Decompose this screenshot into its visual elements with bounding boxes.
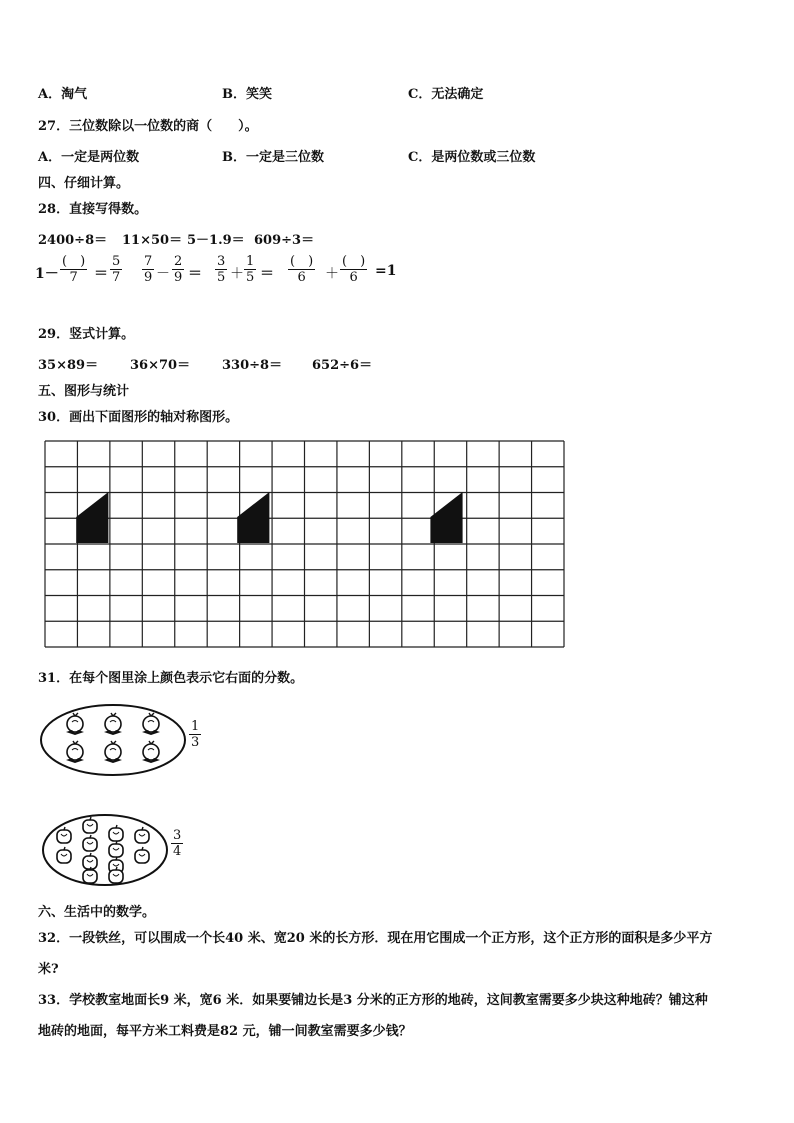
section-5-heading: 五、图形与统计 bbox=[38, 384, 130, 399]
q29-item-2: 36×70＝ bbox=[130, 358, 191, 373]
q28-stem: 28．直接写得数。 bbox=[38, 202, 148, 217]
shaded-shape-1 bbox=[76, 492, 108, 543]
expr3-den2: 5 bbox=[246, 270, 255, 285]
q28-item-2: 11×50＝ bbox=[122, 233, 183, 248]
peach-icon bbox=[142, 713, 160, 735]
q28-item-4: 609÷3＝ bbox=[254, 233, 315, 248]
expr3-equals: ＝ bbox=[260, 266, 274, 282]
q32-line-1: 32．一段铁丝，可以围成一个长40 米、宽20 米的长方形．现在用它围成一个正方形，这个正方形的面积是多少平方 bbox=[38, 931, 713, 946]
section-6-heading: 六、生活中的数学。 bbox=[38, 905, 156, 920]
q28-item-3: 5－1.9＝ bbox=[187, 233, 245, 248]
section-4-heading: 四、仔细计算。 bbox=[38, 176, 130, 191]
peach-icon bbox=[104, 713, 122, 735]
expr2-num1: 7 bbox=[144, 254, 153, 269]
shaded-shape-2 bbox=[237, 492, 269, 543]
expr1-equals: ＝ bbox=[94, 266, 108, 282]
q31-frac2-num: 3 bbox=[173, 828, 182, 843]
expr3-num1: 3 bbox=[217, 254, 226, 269]
apple-icon bbox=[83, 835, 97, 851]
expr3-fraction-1 bbox=[215, 254, 227, 285]
apple-icon bbox=[57, 827, 71, 843]
apple-icon bbox=[57, 847, 71, 863]
expr4-equals: =1 bbox=[375, 263, 397, 279]
apple-icon bbox=[135, 847, 149, 863]
peach-icon bbox=[142, 741, 160, 763]
expr3-operator: ＋ bbox=[230, 266, 244, 282]
shaded-shape-3 bbox=[430, 492, 462, 543]
expr1-result-den: 7 bbox=[112, 270, 121, 285]
q31-stem: 31．在每个图里涂上颜色表示它右面的分数。 bbox=[38, 671, 304, 686]
q31-fraction-1 bbox=[189, 719, 201, 750]
fruit-ellipse-1 bbox=[38, 702, 188, 778]
apple-icon bbox=[109, 841, 123, 857]
peach-icon bbox=[104, 741, 122, 763]
q28-item-1: 2400÷8＝ bbox=[38, 233, 108, 248]
expr1-lead: 1－ bbox=[35, 266, 59, 282]
expr2-equals: ＝ bbox=[188, 266, 202, 282]
expr4-num1: ( ) bbox=[290, 254, 314, 269]
q29-stem: 29．竖式计算。 bbox=[38, 327, 135, 342]
expr4-den1: 6 bbox=[297, 270, 306, 285]
q26-option-a: A．淘气 bbox=[38, 87, 88, 102]
q31-fraction-2 bbox=[171, 828, 183, 859]
apple-icon bbox=[83, 853, 97, 869]
q33-line-1: 33．学校教室地面长9 米，宽6 米．如果要铺边长是3 分米的正方形的地砖，这间教室需要多少块这种地砖？铺这种 bbox=[38, 993, 708, 1008]
symmetry-grid bbox=[44, 440, 566, 648]
expr2-fraction-1 bbox=[142, 254, 154, 285]
expr1-numerator: ( ) bbox=[62, 254, 86, 269]
q26-option-b: B．笑笑 bbox=[222, 87, 272, 102]
expr4-den2: 6 bbox=[349, 270, 358, 285]
q31-frac2-den: 4 bbox=[173, 844, 182, 859]
q32-line-2: 米? bbox=[38, 962, 59, 977]
q29-item-1: 35×89＝ bbox=[38, 358, 99, 373]
expr4-fraction-2 bbox=[340, 254, 367, 285]
expr3-den1: 5 bbox=[217, 270, 226, 285]
apple-icon bbox=[109, 825, 123, 841]
expr1-result bbox=[110, 254, 122, 285]
q27-option-a: A．一定是两位数 bbox=[38, 150, 140, 165]
expr1-denominator: 7 bbox=[69, 270, 78, 285]
apple-icon bbox=[83, 867, 97, 883]
expr4-operator: ＋ bbox=[325, 266, 339, 282]
expr3-num2: 1 bbox=[246, 254, 255, 269]
expr4-fraction-1 bbox=[288, 254, 315, 285]
expr2-num2: 2 bbox=[174, 254, 183, 269]
expr2-fraction-2 bbox=[172, 254, 184, 285]
expr2-den2: 9 bbox=[174, 270, 183, 285]
q27-stem: 27．三位数除以一位数的商（ ）。 bbox=[38, 119, 258, 134]
apple-icon bbox=[135, 827, 149, 843]
fruit-ellipse-2 bbox=[40, 812, 170, 888]
q29-item-4: 652÷6＝ bbox=[312, 358, 373, 373]
q26-option-c: C．无法确定 bbox=[408, 87, 484, 102]
expr3-fraction-2 bbox=[244, 254, 256, 285]
expr2-den1: 9 bbox=[144, 270, 153, 285]
q31-frac1-den: 3 bbox=[191, 735, 200, 750]
q27-option-c: C．是两位数或三位数 bbox=[408, 150, 536, 165]
q27-option-b: B．一定是三位数 bbox=[222, 150, 324, 165]
expr1-fraction bbox=[60, 254, 87, 285]
peach-icon bbox=[66, 741, 84, 763]
peach-icon bbox=[66, 713, 84, 735]
q33-line-2: 地砖的地面，每平方米工料费是82 元，铺一间教室需要多少钱？ bbox=[38, 1024, 412, 1039]
q29-item-3: 330÷8＝ bbox=[222, 358, 283, 373]
q31-frac1-num: 1 bbox=[191, 719, 200, 734]
expr4-num2: ( ) bbox=[342, 254, 366, 269]
apple-icon bbox=[83, 817, 97, 833]
expr2-operator: － bbox=[156, 266, 170, 282]
expr1-result-num: 5 bbox=[112, 254, 121, 269]
q30-stem: 30．画出下面图形的轴对称图形。 bbox=[38, 410, 239, 425]
